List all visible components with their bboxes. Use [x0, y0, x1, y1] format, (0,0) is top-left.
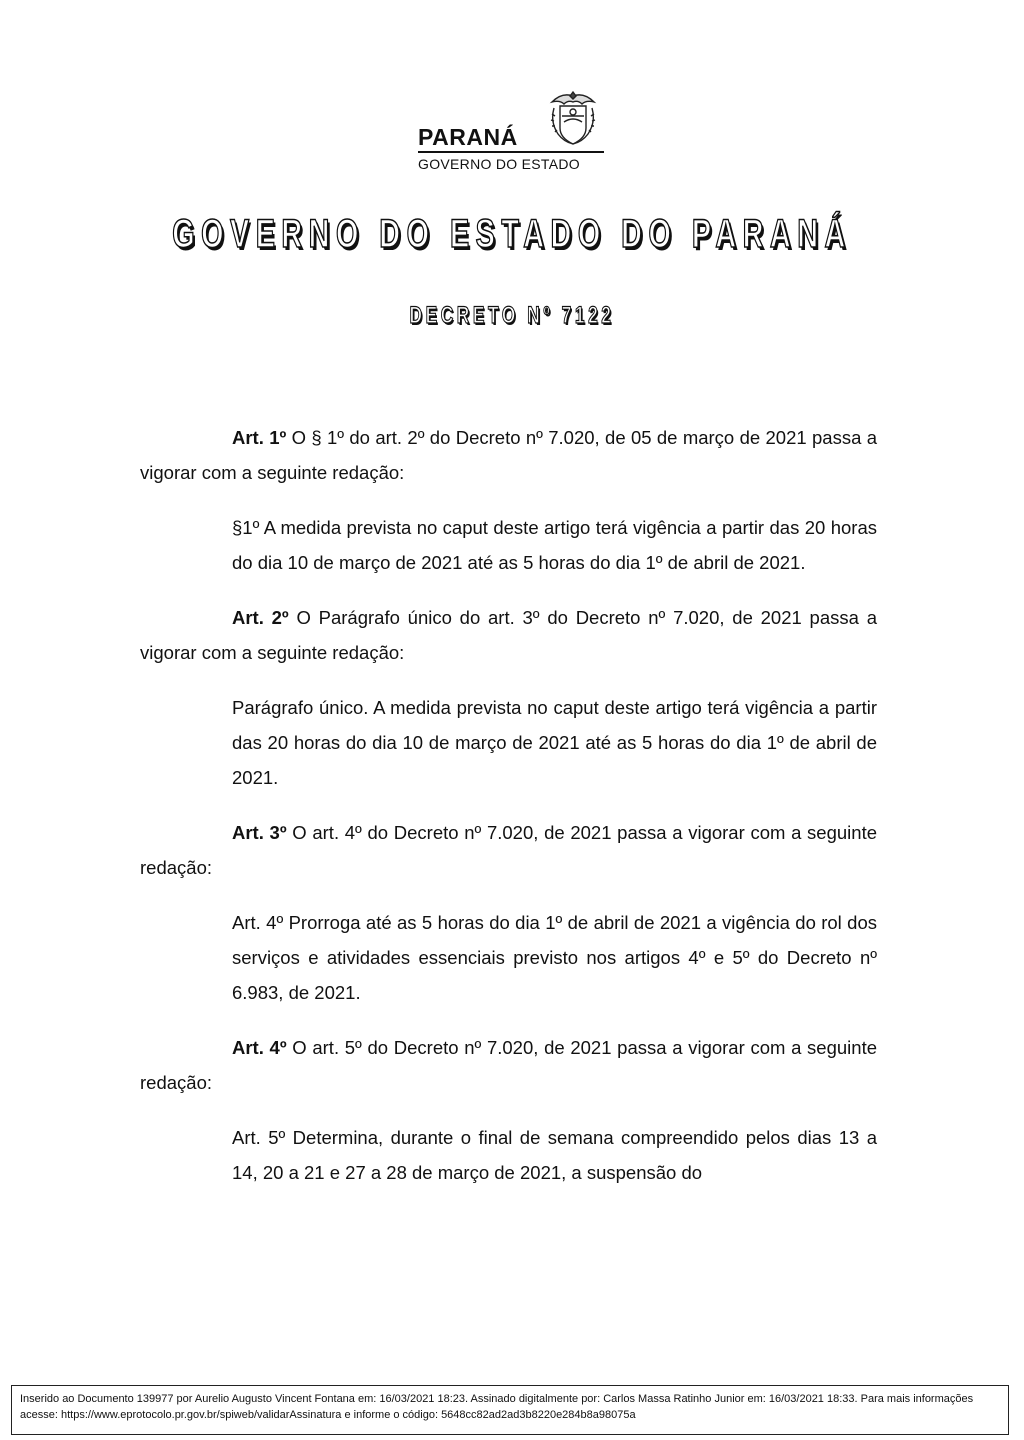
- decree-body: [140, 420, 877, 1210]
- article-4-quote: Art. 5º Determina, durante o final de semana compreendido pelos dias 13 a 14, 20 a 21 e 27 a 28 de março de 2021, a suspensão do: [232, 1127, 877, 1183]
- article-2: [140, 600, 877, 670]
- signature-footer: [11, 1385, 1009, 1435]
- document-header-title: GOVERNO DO ESTADO DO PARANÁ: [172, 212, 852, 256]
- article-label: Art. 3º: [232, 822, 287, 843]
- article-text: O art. 4º do Decreto nº 7.020, de 2021 passa a vigorar com a seguinte redação:: [140, 822, 877, 878]
- article-1: [140, 420, 877, 490]
- article-4: [140, 1030, 877, 1100]
- decree-number: DECRETO Nº 7122: [409, 302, 615, 329]
- parana-coat-of-arms-icon: [542, 88, 604, 150]
- article-3-quote: Art. 4º Prorroga até as 5 horas do dia 1º de abril de 2021 a vigência do rol dos serviços e atividades essenciais previsto nos artigos 4º e 5º do Decreto nº 6.983, de 2021.: [232, 912, 877, 1003]
- article-label: Art. 2º: [232, 607, 289, 628]
- article-label: Art. 1º: [232, 427, 287, 448]
- article-text: O Parágrafo único do art. 3º do Decreto nº 7.020, de 2021 passa a vigorar com a seguinte redação:: [140, 607, 877, 663]
- article-text: O art. 5º do Decreto nº 7.020, de 2021 passa a vigorar com a seguinte redação:: [140, 1037, 877, 1093]
- logo-subtitle: GOVERNO DO ESTADO: [418, 156, 580, 172]
- signature-footer-text: Inserido ao Documento 139977 por Aurelio Augusto Vincent Fontana em: 16/03/2021 18:23. Assinado digitalmente por: Carlos Massa Ratinho Junior em: 16/03/2021 18:33. Para mais informações acesse: https://www.eprotocolo.pr.gov.br/spiweb/validarAssinatura e informe o código: 5648cc82ad2ad3b8220e284b8a98075a: [20, 1393, 974, 1421]
- article-1-quote: §1º A medida prevista no caput deste artigo terá vigência a partir das 20 horas do dia 10 de março de 2021 até as 5 horas do dia 1º de abril de 2021.: [232, 517, 877, 573]
- article-3: [140, 815, 877, 885]
- logo-divider: [418, 151, 604, 153]
- article-2-quote: Parágrafo único. A medida prevista no caput deste artigo terá vigência a partir das 20 horas do dia 10 de março de 2021 até as 5 horas do dia 1º de abril de 2021.: [232, 697, 877, 788]
- logo-wordmark: PARANÁ: [418, 124, 518, 150]
- parana-logo: [418, 88, 608, 176]
- article-label: Art. 4º: [232, 1037, 287, 1058]
- article-text: O § 1º do art. 2º do Decreto nº 7.020, de 05 de março de 2021 passa a vigorar com a seguinte redação:: [140, 427, 878, 483]
